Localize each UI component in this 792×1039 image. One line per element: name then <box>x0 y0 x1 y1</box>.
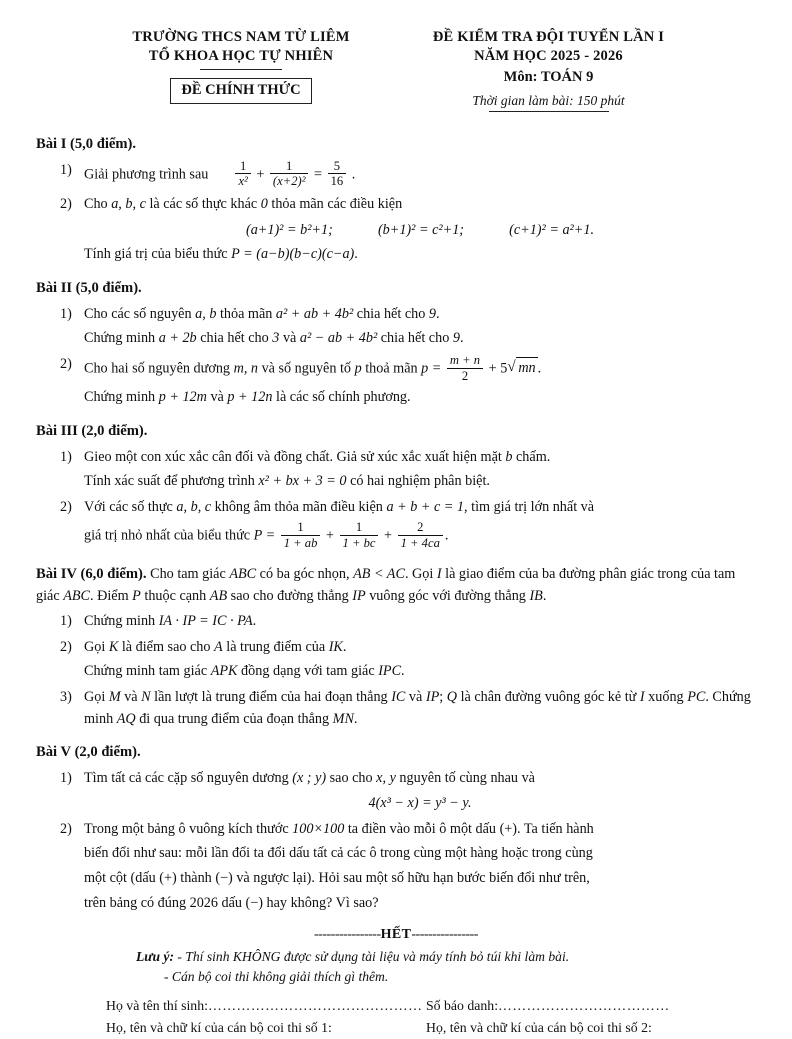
fraction-1-bc: $\frac{1}{1 + bc}$ <box>340 520 379 551</box>
subject-label: Môn: TOÁN 9 <box>503 69 594 85</box>
problem-2-title: Bài II <box>36 280 73 297</box>
problem-1-title: Bài I <box>36 136 67 152</box>
problem-3-title: Bài III <box>36 423 78 440</box>
item-number: 1) <box>60 613 72 630</box>
condition: a + b + c = 1 <box>386 498 465 515</box>
item-text: Trong một bảng ô vuông kích thước <box>84 820 289 837</box>
note-label: Lưu ý: <box>136 949 174 965</box>
problem-2-points: (5,0 điểm). <box>75 280 142 297</box>
item-subtext: biến đổi như sau: mỗi lần đổi ta đổi dấu tất cả các ô trong cùng một hàng hoặc trong cùng <box>84 845 593 862</box>
document-header <box>0 0 792 112</box>
problem-4-intro: Bài IV (6,0 điểm). Cho tam giác ABC có ba góc nhọn, AB < AC. Gọi I là giao điểm của ba đường phân giác trong của tam giác ABC. Điểm P thuộc cạnh AB sao cho đường thẳng IP vuông góc với đường thẳng IB. <box>36 566 736 604</box>
school-block <box>79 28 384 104</box>
sqrt-mn: √ mn <box>507 357 537 380</box>
fraction-3: $\frac{5}{16}$ <box>328 159 347 190</box>
exam-content <box>0 112 792 1039</box>
problem-4-item-3: 3) Gọi M và N lần lượt là trung điểm của hai đoạn thẳng IC và IP; Q là chân đường vuông góc kẻ từ I xuống PC. Chứng minh AQ đi qua trung điểm của đoạn thẳng MN. <box>60 688 751 727</box>
problem-1 <box>36 133 756 266</box>
item-number: 1) <box>60 305 72 322</box>
item-number: 2) <box>60 498 72 515</box>
problem-3-items <box>36 447 756 552</box>
equation: 4(x³ − x) = y³ − y. <box>368 795 472 812</box>
item-text: Tìm tất cả các cặp số nguyên dương <box>84 769 289 786</box>
problem-2-item-2: 2) Cho hai số nguyên dương m, n và số nguyên tố p thoả mãn p = $\frac{m + n}{2}$ + 5 √ mn . Chứng minh p + 12m và p + 12n là các số chính phương. <box>60 354 756 409</box>
item-text: Chứng minh <box>84 613 156 630</box>
field-invigilator-2[interactable]: Họ, tên và chữ kí của cán bộ coi thi số 2: <box>426 1019 652 1035</box>
fraction-2: $\frac{1}{\text{(x+2)²}}$ <box>270 159 309 190</box>
variables: a, b <box>195 305 217 322</box>
equation-3: (c+1)² = a²+1. <box>509 221 595 238</box>
item-subtext: trên bảng có đúng 2026 dấu (−) hay không? Vì sao? <box>84 894 379 911</box>
problem-5-points: (2,0 điểm). <box>74 744 141 761</box>
value: 0 <box>260 196 268 213</box>
equation-row <box>84 220 756 242</box>
problem-2-items <box>36 304 756 409</box>
dotted-line[interactable]: ……………………………… <box>498 997 670 1013</box>
problem-3-item-1: 1) Gieo một con xúc xắc cân đối và đồng chất. Giả sử xúc xắc xuất hiện mặt b chấm. Tính xác suất để phương trình x² + bx + 3 = 0 có hai nghiệm phân biệt. <box>60 447 756 493</box>
item-number: 1) <box>60 769 72 786</box>
exam-notes <box>36 947 756 986</box>
problem-3 <box>36 420 756 552</box>
problem-4-title: Bài IV <box>36 566 77 583</box>
expression-P: P = (a−b)(b−c)(c−a) <box>231 246 355 263</box>
header-divider-left <box>200 69 282 70</box>
school-name: TRƯỜNG THCS NAM TỪ LIÊM <box>132 29 350 45</box>
het-label: HẾT <box>380 927 412 943</box>
exam-duration: Thời gian làm bài: 150 phút <box>472 93 625 108</box>
item-text: Cho <box>84 196 108 213</box>
problem-4 <box>36 563 756 730</box>
field-exam-number: Số báo danh:……………………………… <box>426 997 670 1013</box>
equation-lhs: p = <box>421 360 442 377</box>
item-subtext: giá trị nhỏ nhất của biểu thức P = $\frac{1}{1 + ab}$ + $\frac{1}{1 + bc}$ + $\frac{2}{1 + 4ca}$ . <box>84 520 449 551</box>
expression: a² − ab + 4b² <box>299 330 378 347</box>
item-number: 2) <box>60 820 72 837</box>
problem-2 <box>36 277 756 409</box>
expression: p + 12n <box>227 389 273 406</box>
school-year: NĂM HỌC 2025 - 2026 <box>474 48 623 64</box>
field-student-name: Họ và tên thí sinh:……………………………………… <box>106 997 423 1013</box>
dash-line-left: ---------------- <box>314 927 381 943</box>
problem-5-item-2: 2) Trong một bảng ô vuông kích thước 100×100 ta điền vào mỗi ô một dấu (+). Ta tiến hành biến đổi như sau: mỗi lần đổi ta đổi dấu tất cả các ô trong cùng một hàng hoặc trong cùng một cột (dấu (+) thành (−) và ngược lại). Hỏi sau một số hữu hạn bước biến đổi như trên, trên bảng có đúng 2026 dấu (−) hay không? Vì sao? <box>60 819 756 914</box>
field-invigilator-1[interactable]: Họ, tên và chữ kí của cán bộ coi thi số 1: <box>106 1019 332 1035</box>
item-number: 2) <box>60 638 72 655</box>
item-text: Cho các số nguyên <box>84 305 192 322</box>
item-subtext: Chứng minh tam giác APK đồng dạng với tam giác IPC. <box>84 663 405 680</box>
equation: IA · IP = IC · PA <box>158 613 253 630</box>
variables: a, b, c <box>111 196 146 213</box>
fraction-2-4ca: $\frac{2}{1 + 4ca}$ <box>398 520 443 551</box>
problem-2-item-1: 1) Cho các số nguyên a, b thỏa mãn a² + ab + 4b² chia hết cho 9. Chứng minh a + 2b chia hết cho 3 và a² − ab + 4b² chia hết cho 9. <box>60 304 756 350</box>
item-subtext: Chứng minh p + 12m và p + 12n là các số chính phương. <box>84 389 411 406</box>
problem-1-items <box>36 160 756 266</box>
item-text: thỏa mãn các điều kiện <box>271 196 403 213</box>
header-divider-right <box>489 111 609 112</box>
problem-1-item-2 <box>60 194 756 266</box>
item-subtext: Tính xác suất để phương trình x² + bx + 3 = 0 có hai nghiệm phân biệt. <box>84 473 490 490</box>
problem-4-item-2: 2) Gọi K là điểm sao cho A là trung điểm của IK. Chứng minh tam giác APK đồng dạng với tam giác IPC. <box>60 637 756 683</box>
official-exam-badge: ĐỀ CHÍNH THỨC <box>170 78 311 104</box>
problem-4-points: (6,0 điểm). <box>80 566 147 583</box>
problem-3-points: (2,0 điểm). <box>81 423 148 440</box>
equation-row <box>84 793 756 815</box>
department-name: TỔ KHOA HỌC TỰ NHIÊN <box>148 48 334 64</box>
problem-5-item-1: 1) Tìm tất cả các cặp số nguyên dương (x ; y) sao cho x, y nguyên tố cùng nhau và 4(x³ − x) = y³ − y. <box>60 768 756 815</box>
fraction-1: $\frac{1}{\text{x²}}$ <box>235 159 250 190</box>
item-text: là các số thực khác <box>149 196 258 213</box>
problem-1-item-1 <box>60 160 756 191</box>
item-subtext: Chứng minh a + 2b chia hết cho 3 và a² − ab + 4b² chia hết cho 9. <box>84 330 464 347</box>
plus-sign: + <box>256 166 265 183</box>
period: . <box>351 166 356 183</box>
dotted-line[interactable]: ……………………………………… <box>207 997 423 1013</box>
item-number: 1) <box>60 448 72 465</box>
fraction-1-ab: $\frac{1}{1 + ab}$ <box>281 520 321 551</box>
variables: m, n <box>233 360 259 377</box>
problem-5-items <box>36 768 756 914</box>
note-line-1: - Thí sinh KHÔNG được sử dụng tài liệu và máy tính bỏ túi khi làm bài. <box>177 949 570 965</box>
variables: a, b, c <box>176 498 212 515</box>
item-text: Gieo một con xúc xắc cân đối và đồng chất. Giả sử xúc xắc xuất hiện mặt <box>84 448 502 465</box>
expression: a² + ab + 4b² <box>275 305 354 322</box>
candidate-fields <box>36 995 756 1039</box>
expression: p + 12m <box>158 389 207 406</box>
problem-4-item-1: 1) Chứng minh IA · IP = IC · PA. <box>60 611 756 633</box>
item-subtext: Tính giá trị của biểu thức P = (a−b)(b−c)(c−a). <box>84 246 358 263</box>
item-text: Giải phương trình sau <box>84 166 209 183</box>
expression-P: P = <box>253 528 276 544</box>
equation: x² + bx + 3 = 0 <box>258 473 347 490</box>
item-number: 2) <box>60 355 72 372</box>
problem-4-items <box>36 611 756 730</box>
item-text: Cho hai số nguyên dương <box>84 360 231 377</box>
end-marker <box>36 924 756 945</box>
problem-1-points: (5,0 điểm). <box>69 136 137 152</box>
item-number: 3) <box>60 688 72 705</box>
item-subtext: một cột (dấu (+) thành (−) và ngược lại). Hỏi sau một số hữu hạn bước biến đổi như trên, <box>84 870 590 887</box>
count-value: 2026 <box>189 894 218 911</box>
note-line-2: - Cán bộ coi thi không giải thích gì thêm. <box>164 969 389 985</box>
fraction-mn: $\frac{m + n}{2}$ <box>447 353 483 384</box>
item-text: Với các số thực <box>84 498 173 515</box>
equation-2: (b+1)² = c²+1; <box>377 221 465 238</box>
exam-block <box>384 28 714 112</box>
problem-5 <box>36 741 756 914</box>
problem-3-item-2: 2) Với các số thực a, b, c không âm thỏa mãn điều kiện a + b + c = 1, tìm giá trị lớn nhất và giá trị nhỏ nhất của biểu thức P = $\frac{1}{1 + ab}$ + $\frac{1}{1 + bc}$ + $\frac{2}{1 + 4ca}$ . <box>60 497 756 552</box>
expression: a + 2b <box>158 330 197 347</box>
item-number: 1) <box>60 161 72 178</box>
problem-5-title: Bài V <box>36 744 72 761</box>
item-number: 2) <box>60 196 72 213</box>
exam-title: ĐỀ KIỂM TRA ĐỘI TUYỂN LẦN I <box>432 29 665 45</box>
dash-line-right: ---------------- <box>411 927 478 943</box>
equation-1: (a+1)² = b²+1; <box>245 221 333 238</box>
equals-sign: = <box>314 166 323 183</box>
